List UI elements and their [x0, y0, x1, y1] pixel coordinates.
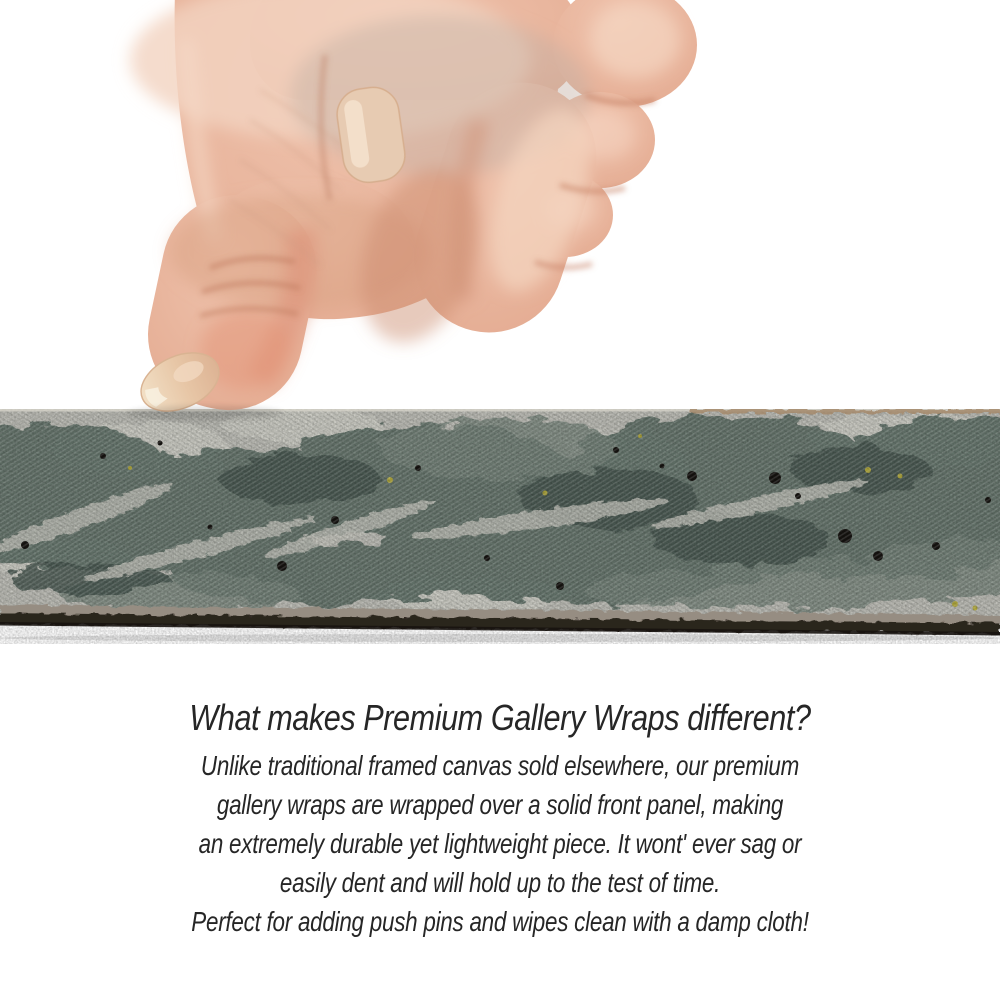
caption-line-3: an extremely durable yet lightweight piece. It wont' ever sag or	[198, 828, 802, 859]
caption-block	[0, 694, 1000, 941]
caption-line-2: gallery wraps are wrapped over a solid front panel, making	[216, 789, 784, 820]
thumb-contact-shadow	[127, 406, 283, 420]
caption-line-4: easily dent and will hold up to the test of time.	[279, 867, 721, 898]
hand-illustration	[0, 0, 1000, 430]
canvas-strip-photo	[0, 409, 1000, 644]
caption-line-5: Perfect for adding push pins and wipes clean with a damp cloth!	[191, 906, 809, 937]
canvas-texture	[0, 409, 1000, 644]
panel-drop-shadow	[0, 634, 1000, 642]
hand-photo	[0, 0, 1000, 430]
caption-heading: What makes Premium Gallery Wraps different?	[189, 697, 811, 738]
grain-overlay	[0, 409, 1000, 623]
caption-line-1: Unlike traditional framed canvas sold elsewhere, our premium	[200, 750, 800, 781]
